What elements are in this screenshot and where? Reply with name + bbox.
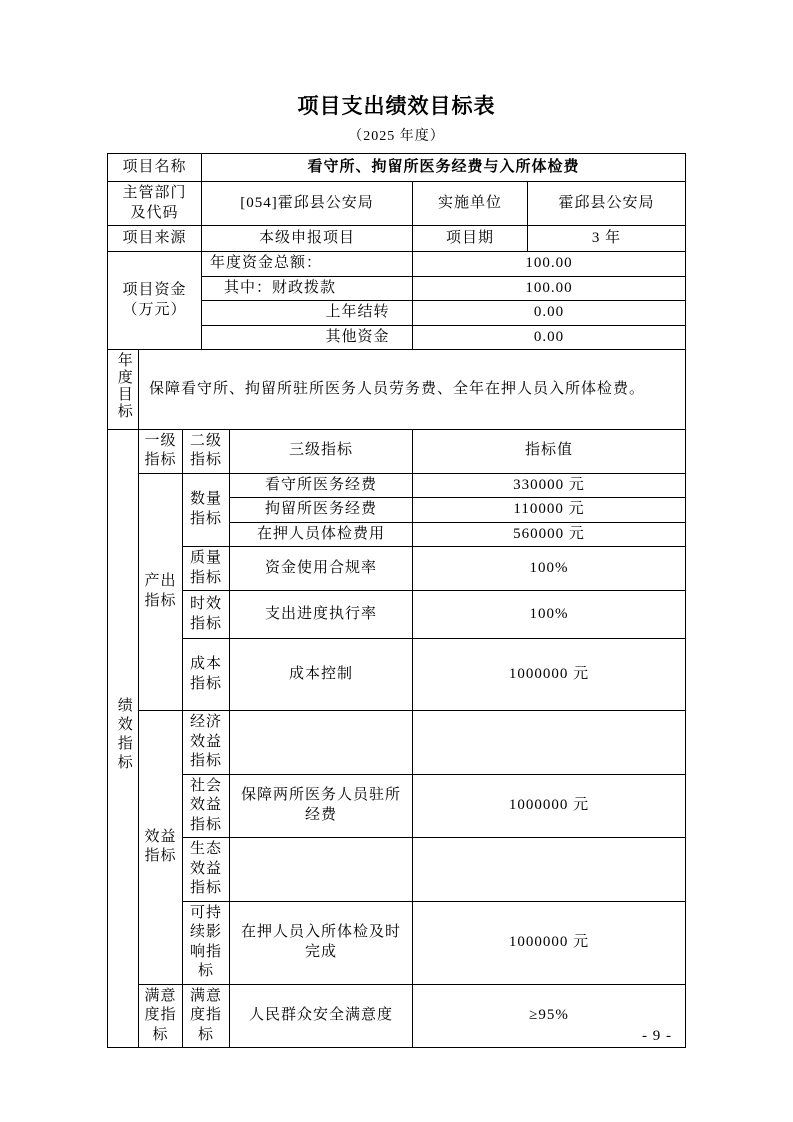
cost-indicator-label: 成本指标 [182, 639, 229, 711]
indicator-value [412, 838, 685, 902]
indicator-value: 1000000 元 [412, 774, 685, 838]
header-level2: 二级指标 [182, 429, 229, 473]
source-value: 本级申报项目 [201, 226, 412, 252]
annual-goal-label [107, 350, 138, 430]
funding-row-label: 其他资金 [201, 325, 412, 350]
header-level3: 三级指标 [229, 429, 412, 473]
funding-row-value: 0.00 [412, 325, 685, 350]
indicator-name: 支出进度执行率 [229, 591, 412, 639]
indicator-value: 330000 元 [412, 473, 685, 498]
ecological-indicator-label: 生态效益指标 [182, 838, 229, 902]
indicator-value: 1000000 元 [412, 639, 685, 711]
page-number: - 9 - [642, 1028, 672, 1044]
annual-goal-text: 保障看守所、拘留所驻所医务人员劳务费、全年在押人员入所体检费。 [138, 350, 685, 430]
impl-unit-label: 实施单位 [412, 182, 527, 226]
dept-value: [054]霍邱县公安局 [201, 182, 412, 226]
period-value: 3 年 [527, 226, 685, 252]
indicator-value: 100% [412, 591, 685, 639]
benefit-indicator-label: 效益指标 [138, 711, 182, 985]
performance-indicator-label [107, 429, 138, 1048]
funding-row-value: 100.00 [412, 276, 685, 301]
impl-unit-value: 霍邱县公安局 [527, 182, 685, 226]
funding-row-label: 上年结转 [201, 301, 412, 326]
indicator-name: 拘留所医务经费 [229, 498, 412, 523]
indicator-name: 在押人员入所体检及时完成 [229, 901, 412, 984]
funding-row-value: 0.00 [412, 301, 685, 326]
satisfaction-indicator-l1-label: 满意度指标 [138, 984, 182, 1048]
source-label: 项目来源 [107, 226, 201, 252]
indicator-value: 110000 元 [412, 498, 685, 523]
page-title: 项目支出绩效目标表 [297, 94, 496, 118]
annual-goal-label-text: 年度目标 [115, 352, 132, 420]
indicator-value: ≥95% [412, 984, 685, 1048]
indicator-value: 100% [412, 547, 685, 591]
social-indicator-label: 社会效益指标 [182, 774, 229, 838]
funding-label: 项目资金（万元） [107, 252, 201, 350]
indicator-name: 资金使用合规率 [229, 547, 412, 591]
header-value: 指标值 [412, 429, 685, 473]
project-name-label: 项目名称 [107, 154, 201, 182]
funding-row-label: 年度资金总额： [201, 252, 412, 277]
quality-indicator-label: 质量指标 [182, 547, 229, 591]
indicator-name [229, 711, 412, 775]
funding-row-value: 100.00 [412, 252, 685, 277]
indicator-name: 人民群众安全满意度 [229, 984, 412, 1048]
satisfaction-indicator-l2-label: 满意度指标 [182, 984, 229, 1048]
dept-label: 主管部门及代码 [107, 182, 201, 226]
project-name-value: 看守所、拘留所医务经费与入所体检费 [201, 154, 685, 182]
indicator-value [412, 711, 685, 775]
period-label: 项目期 [412, 226, 527, 252]
quantity-indicator-label: 数量指标 [182, 473, 229, 547]
performance-indicator-label-text: 绩效指标 [115, 697, 132, 773]
sustainable-indicator-label: 可持续影响指标 [182, 901, 229, 984]
funding-row-label: 其中：财政拨款 [201, 276, 412, 301]
indicator-name [229, 838, 412, 902]
indicator-value: 560000 元 [412, 522, 685, 547]
timeliness-indicator-label: 时效指标 [182, 591, 229, 639]
header-level1: 一级指标 [138, 429, 182, 473]
page-subtitle: （2025 年度） [348, 129, 445, 144]
indicator-name: 看守所医务经费 [229, 473, 412, 498]
indicator-value: 1000000 元 [412, 901, 685, 984]
economic-indicator-label: 经济效益指标 [182, 711, 229, 775]
performance-target-table [107, 153, 686, 1048]
indicator-name: 成本控制 [229, 639, 412, 711]
indicator-name: 保障两所医务人员驻所经费 [229, 774, 412, 838]
output-indicator-label: 产出指标 [138, 473, 182, 711]
indicator-name: 在押人员体检费用 [229, 522, 412, 547]
